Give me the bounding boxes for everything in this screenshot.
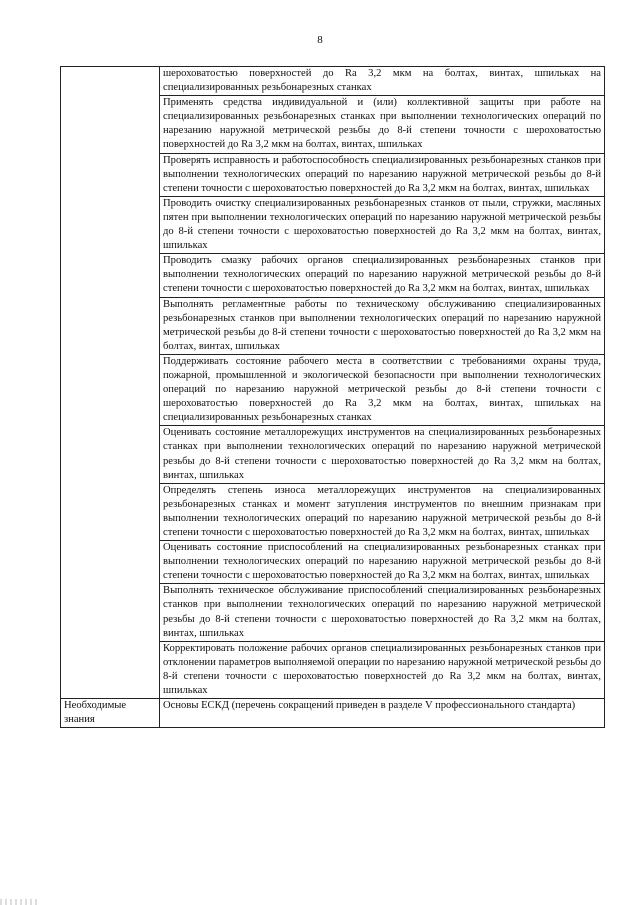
page-number: 8 (317, 34, 323, 46)
table-body (61, 67, 605, 728)
table-row (61, 699, 605, 728)
category-label-cell: Необходимые знания (61, 699, 160, 728)
category-label-cell (61, 67, 160, 699)
requirement-text-cell: Оценивать состояние металлорежущих инструментов на специализированных резьбонарезных станках при выполнении технологических операций по нарезанию наружной метрической резьбы до 8-й степени точности с шероховатостью поверхностей до Ra 3,2 мкм на болтах, винтах, шпильках (160, 426, 605, 483)
requirement-text-cell: Выполнять регламентные работы по техническому обслуживанию специализированных резьбонарезных станков при выполнении технологических операций по нарезанию наружной метрической резьбы до 8-й степени точности с шероховатостью поверхностей до Ra 3,2 мкм на болтах, винтах, шпильках (160, 297, 605, 354)
requirement-text-cell: Поддерживать состояние рабочего места в соответствии с требованиями охраны труда, пожарной, промышленной и экологической безопасности при выполнении технологических операций по нарезанию наружной метрической резьбы до 8-й степени точности с шероховатостью поверхностей до Ra 3,2 мкм на болтах, винтах, шпильках на специализированных резьбонарезных станках (160, 354, 605, 425)
scan-artifact (0, 899, 40, 905)
requirement-text-cell: Основы ЕСКД (перечень сокращений приведен в разделе V профессионального стандарта) (160, 699, 605, 728)
requirement-text-cell: Выполнять техническое обслуживание приспособлений специализированных резьбонарезных станков при выполнении технологических операций по нарезанию наружной метрической резьбы до 8-й степени точности с шероховатостью поверхностей до Ra 3,2 мкм на болтах, винтах, шпильках (160, 584, 605, 641)
requirement-text-cell: Проводить смазку рабочих органов специализированных резьбонарезных станков при выполнении технологических операций по нарезанию наружной метрической резьбы до 8-й степени точности с шероховатостью поверхностей до Ra 3,2 мкм на болтах, винтах, шпильках (160, 254, 605, 297)
table-row (61, 67, 605, 96)
requirement-text-cell: Проверять исправность и работоспособность специализированных резьбонарезных станков при выполнении технологических операций по нарезанию наружной метрической резьбы до 8-й степени точности с шероховатостью поверхностей до Ra 3,2 мкм на болтах, винтах, шпильках (160, 153, 605, 196)
skills-table (60, 66, 605, 728)
requirement-text-cell: Корректировать положение рабочих органов специализированных резьбонарезных станков при отклонении параметров выполняемой операции по нарезанию наружной метрической резьбы до 8-й степени точности с шероховатостью поверхностей до Ra 3,2 мкм на болтах, винтах, шпильках (160, 641, 605, 698)
requirement-text-cell: шероховатостью поверхностей до Ra 3,2 мкм на болтах, винтах, шпильках на специализированных резьбонарезных станках (160, 67, 605, 96)
requirement-text-cell: Определять степень износа металлорежущих инструментов на специализированных резьбонарезных станках и момент затупления инструментов по внешним признакам при выполнении технологических операций по нарезанию наружной метрической резьбы до 8-й степени точности с шероховатостью поверхностей до Ra 3,2 мкм на болтах, винтах, шпильках (160, 483, 605, 540)
requirement-text-cell: Оценивать состояние приспособлений на специализированных резьбонарезных станках при выполнении технологических операций по нарезанию наружной метрической резьбы до 8-й степени точности с шероховатостью поверхностей до Ra 3,2 мкм на болтах, винтах, шпильках (160, 541, 605, 584)
requirement-text-cell: Проводить очистку специализированных резьбонарезных станков от пыли, стружки, масляных пятен при выполнении технологических операций по нарезанию наружной метрической резьбы до 8-й степени точности с шероховатостью поверхностей до Ra 3,2 мкм на болтах, винтах, шпильках (160, 196, 605, 253)
requirement-text-cell: Применять средства индивидуальной и (или) коллективной защиты при работе на специализированных резьбонарезных станках при выполнении технологических операций по нарезанию наружной метрической резьбы до 8-й степени точности с шероховатостью поверхностей до Ra 3,2 мкм на болтах, винтах, шпильках (160, 96, 605, 153)
